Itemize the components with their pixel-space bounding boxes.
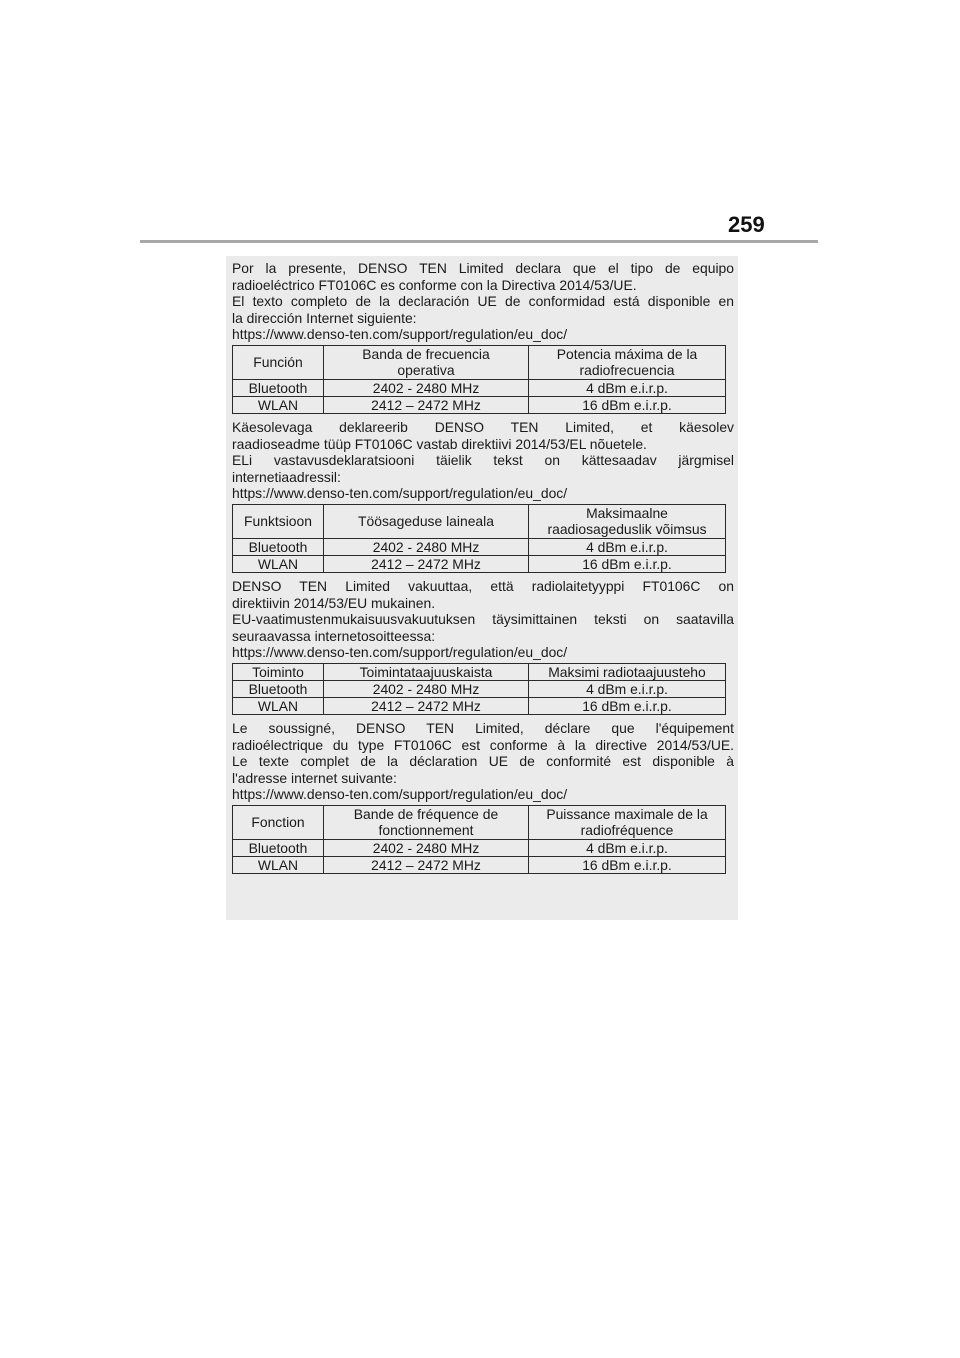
table-row bbox=[233, 555, 726, 572]
text-line: Le soussigné, DENSO TEN Limited, déclare que l'équipement bbox=[232, 719, 734, 736]
table-cell: 2412 – 2472 MHz bbox=[324, 697, 529, 714]
table-row bbox=[233, 680, 726, 697]
text-line: internetiaadressil: bbox=[232, 468, 341, 485]
declaration-url[interactable]: https://www.denso-ten.com/support/regulation/eu_doc/ bbox=[232, 644, 568, 661]
text-line: Le texte complet de la déclaration UE de conformité est disponible à bbox=[232, 753, 734, 770]
table-header: Maksimi radiotaajuusteho bbox=[529, 663, 726, 680]
table-cell: 4 dBm e.i.r.p. bbox=[529, 680, 726, 697]
declaration-text bbox=[232, 578, 734, 644]
table-row bbox=[233, 396, 726, 413]
text-line: radioélectrique du type FT0106C est conforme à la directive 2014/53/UE. bbox=[232, 736, 734, 753]
text-line: seuraavassa internetosoitteessa: bbox=[232, 627, 436, 644]
text-line: raadioseadme tüüp FT0106C vastab direktiivi 2014/53/EL nõuetele. bbox=[232, 435, 647, 452]
table-header: Fonction bbox=[233, 805, 324, 839]
declaration-section-et bbox=[232, 419, 734, 573]
table-cell: 2402 - 2480 MHz bbox=[324, 538, 529, 555]
table-header: Maksimaalne raadiosageduslik võimsus bbox=[529, 504, 726, 538]
table-cell: Bluetooth bbox=[233, 379, 324, 396]
table-cell: Bluetooth bbox=[233, 680, 324, 697]
text-line: El texto completo de la declaración UE de conformidad está disponible en bbox=[232, 293, 734, 310]
table-cell: 2412 – 2472 MHz bbox=[324, 396, 529, 413]
table-header: Función bbox=[233, 345, 324, 379]
table-cell: 4 dBm e.i.r.p. bbox=[529, 379, 726, 396]
text-line: DENSO TEN Limited vakuuttaa, että radiolaitetyyppi FT0106C on bbox=[232, 577, 734, 594]
declaration-text bbox=[232, 260, 734, 326]
table-header: Toimintataajuuskaista bbox=[324, 663, 529, 680]
header-rule bbox=[140, 240, 818, 243]
declaration-section-es bbox=[232, 260, 734, 414]
text-line: ELi vastavusdeklaratsiooni täielik tekst on kättesaadav järgmisel bbox=[232, 452, 734, 469]
table-cell: 2402 - 2480 MHz bbox=[324, 839, 529, 856]
table-header-row bbox=[233, 504, 726, 538]
text-line: la dirección Internet siguiente: bbox=[232, 309, 417, 326]
text-line: Por la presente, DENSO TEN Limited declara que el tipo de equipo bbox=[232, 260, 734, 276]
declaration-text bbox=[232, 419, 734, 485]
table-row bbox=[233, 379, 726, 396]
declaration-text bbox=[232, 720, 734, 786]
table-header: Funktsioon bbox=[233, 504, 324, 538]
table-cell: 2412 – 2472 MHz bbox=[324, 555, 529, 572]
declaration-url[interactable]: https://www.denso-ten.com/support/regulation/eu_doc/ bbox=[232, 326, 568, 343]
frequency-table bbox=[232, 504, 726, 573]
table-cell: WLAN bbox=[233, 856, 324, 873]
frequency-table bbox=[232, 805, 726, 874]
table-header: Puissance maximale de la radiofréquence bbox=[529, 805, 726, 839]
table-cell: 16 dBm e.i.r.p. bbox=[529, 555, 726, 572]
table-cell: 2402 - 2480 MHz bbox=[324, 379, 529, 396]
table-cell: 16 dBm e.i.r.p. bbox=[529, 697, 726, 714]
page-number: 259 bbox=[728, 212, 765, 237]
table-cell: 4 dBm e.i.r.p. bbox=[529, 538, 726, 555]
table-header: Toiminto bbox=[233, 663, 324, 680]
table-cell: WLAN bbox=[233, 555, 324, 572]
table-cell: Bluetooth bbox=[233, 538, 324, 555]
table-cell: 16 dBm e.i.r.p. bbox=[529, 396, 726, 413]
table-header: Potencia máxima de la radiofrecuencia bbox=[529, 345, 726, 379]
table-row bbox=[233, 697, 726, 714]
table-header-row bbox=[233, 805, 726, 839]
table-cell: 4 dBm e.i.r.p. bbox=[529, 839, 726, 856]
table-header-row bbox=[233, 345, 726, 379]
table-cell: 2412 – 2472 MHz bbox=[324, 856, 529, 873]
text-line: l'adresse internet suivante: bbox=[232, 769, 397, 786]
table-header: Banda de frecuencia operativa bbox=[324, 345, 529, 379]
table-cell: 2402 - 2480 MHz bbox=[324, 680, 529, 697]
text-line: radioeléctrico FT0106C es conforme con la Directiva 2014/53/UE. bbox=[232, 276, 637, 293]
table-header: Töösageduse laineala bbox=[324, 504, 529, 538]
declaration-section-fr bbox=[232, 720, 734, 874]
table-cell: WLAN bbox=[233, 697, 324, 714]
text-line: Käesolevaga deklareerib DENSO TEN Limited, et käesolev bbox=[232, 418, 734, 435]
table-row bbox=[233, 538, 726, 555]
table-cell: 16 dBm e.i.r.p. bbox=[529, 856, 726, 873]
frequency-table bbox=[232, 663, 726, 715]
declaration-panel bbox=[226, 256, 738, 920]
table-cell: Bluetooth bbox=[233, 839, 324, 856]
table-header-row bbox=[233, 663, 726, 680]
table-row bbox=[233, 839, 726, 856]
text-line: direktiivin 2014/53/EU mukainen. bbox=[232, 594, 436, 611]
table-row bbox=[233, 856, 726, 873]
table-header: Bande de fréquence de fonctionnement bbox=[324, 805, 529, 839]
declaration-section-fi bbox=[232, 578, 734, 715]
frequency-table bbox=[232, 345, 726, 414]
declaration-url[interactable]: https://www.denso-ten.com/support/regulation/eu_doc/ bbox=[232, 786, 568, 803]
text-line: EU-vaatimustenmukaisuusvakuutuksen täysimittainen teksti on saatavilla bbox=[232, 611, 734, 628]
table-cell: WLAN bbox=[233, 396, 324, 413]
declaration-url[interactable]: https://www.denso-ten.com/support/regulation/eu_doc/ bbox=[232, 485, 568, 502]
